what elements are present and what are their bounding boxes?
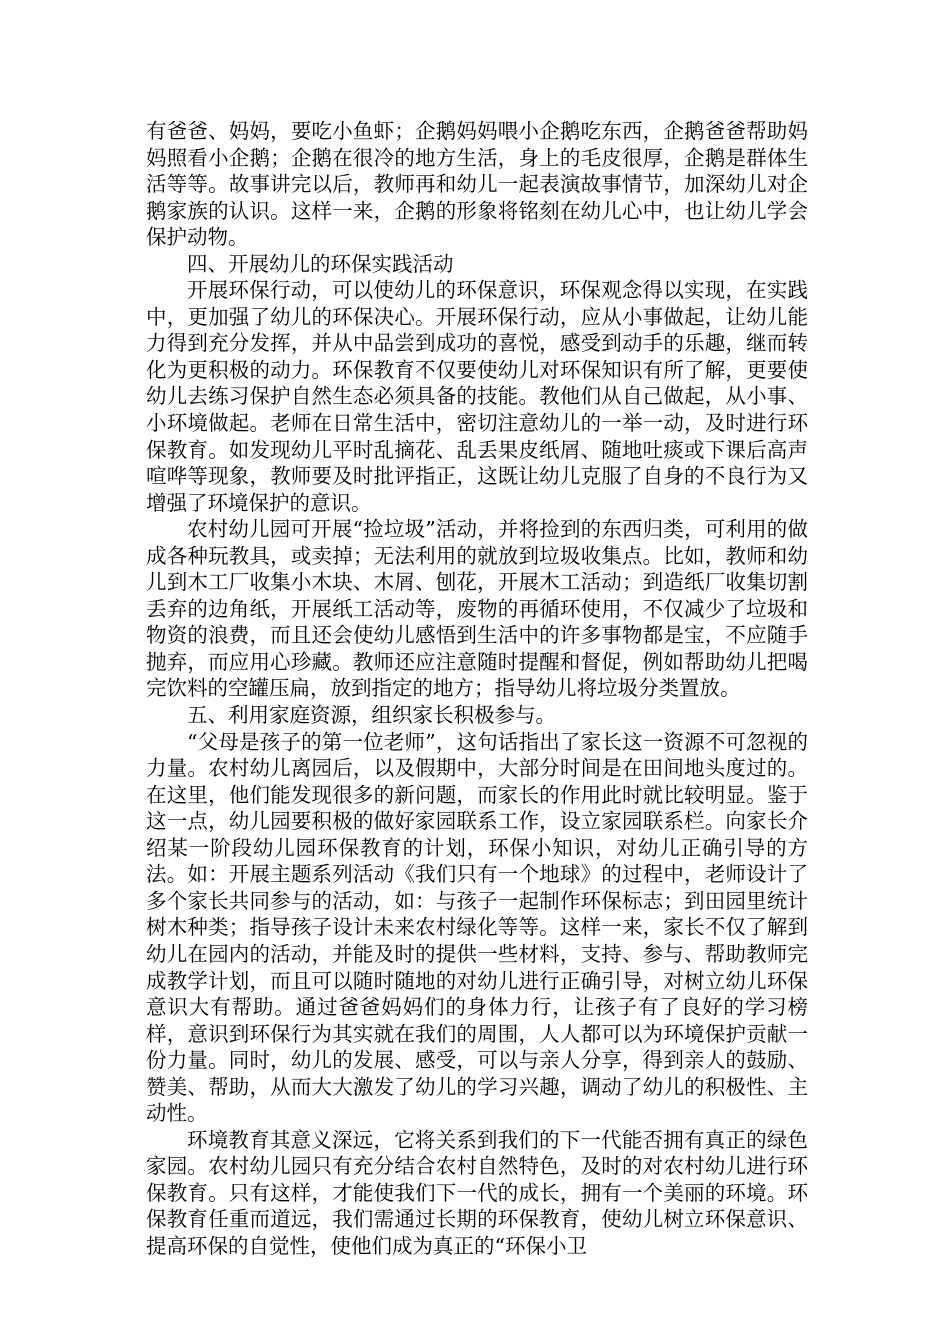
section-heading-five: 五、利用家庭资源，组织家长积极参与。 [187, 703, 556, 728]
paragraph-family-resources: “父母是孩子的第一位老师”，这句话指出了家长这一资源不可忽视的力量。农村幼儿离园后，以及假期中，大部分时间是在田间地头度过的。在这里，他们能发现很多的新问题，而家长的作用此时就比较明显。鉴于这一点，幼儿园要积极的做好家园联系工作，设立家园联系栏。向家长介绍某一阶段幼儿园环保教育的计划，环保小知识，对幼儿正确引导的方法。如：开展主题系列活动《我们只有一个地球》的过程中，老师设计了多个家长共同参与的活动，如：与孩子一起制作环保标志；到田园里统计树木种类；指导孩子设计未来农村绿化等等。这样一来，家长不仅了解到幼儿在园内的活动，并能及时的提供一些材料，支持、参与、帮助教师完成教学计划，而且可以随时随地的对幼儿进行正确引导，对树立幼儿环保意识大有帮助。通过爸爸妈妈们的身体力行，让孩子有了良好的学习榜样，意识到环保行为其实就在我们的周围，人人都可以为环境保护贡献一份力量。同时，幼儿的发展、感受，可以与亲人分享，得到亲人的鼓励、赞美、帮助，从而大大激发了幼儿的学习兴趣，调动了幼儿的积极性、主动性。 [146, 729, 808, 1126]
document-body [146, 118, 808, 1260]
paragraph-garbage-activity: 农村幼儿园可开展“捡垃圾”活动，并将捡到的东西归类，可利用的做成各种玩教具，或卖掉；无法利用的就放到垃圾收集点。比如，教师和幼儿到木工厂收集小木块、木屑、刨花，开展木工活动；到造纸厂收集切割丢弃的边角纸，开展纸工活动等，废物的再循环使用，不仅减少了垃圾和物资的浪费，而且还会使幼儿感悟到生活中的许多事物都是宝，不应随手抛弃，而应用心珍藏。教师还应注意随时提醒和督促，例如帮助幼儿把喝完饮料的空罐压扁，放到指定的地方；指导幼儿将垃圾分类置放。 [146, 517, 808, 701]
section-heading-four: 四、开展幼儿的环保实践活动 [187, 251, 454, 276]
paragraph-continuation: 有爸爸、妈妈，要吃小鱼虾；企鹅妈妈喂小企鹅吃东西，企鹅爸爸帮助妈妈照看小企鹅；企鹅在很冷的地方生活，身上的毛皮很厚，企鹅是群体生活等等。故事讲完以后，教师再和幼儿一起表演故事情节，加深幼儿对企鹅家族的认识。这样一来，企鹅的形象将铭刻在幼儿心中，也让幼儿学会保护动物。 [146, 119, 808, 250]
paragraph-conclusion: 环境教育其意义深远，它将关系到我们的下一代能否拥有真正的绿色家园。农村幼儿园只有充分结合农村自然特色，及时的对农村幼儿进行环保教育。只有这样，才能使我们下一代的成长，拥有一个美丽的环境。环保教育任重而道远，我们需通过长期的环保教育，使幼儿树立环保意识、提高环保的自觉性，使他们成为真正的“环保小卫 [146, 1127, 808, 1258]
paragraph-environmental-action: 开展环保行动，可以使幼儿的环保意识，环保观念得以实现，在实践中，更加强了幼儿的环保决心。开展环保行动，应从小事做起，让幼儿能力得到充分发挥，并从中品尝到成功的喜悦，感受到动手的乐趣，继而转化为更积极的动力。环保教育不仅要使幼儿对环保知识有所了解，更要使幼儿去练习保护自然生态必须具备的技能。教他们从自己做起，从小事、小环境做起。老师在日常生活中，密切注意幼儿的一举一动，及时进行环保教育。如发现幼儿平时乱摘花、乱丢果皮纸屑、随地吐痰或下课后高声喧哗等现象，教师要及时批评指正，这既让幼儿克服了自身的不良行为又增强了环境保护的意识。 [146, 278, 808, 515]
